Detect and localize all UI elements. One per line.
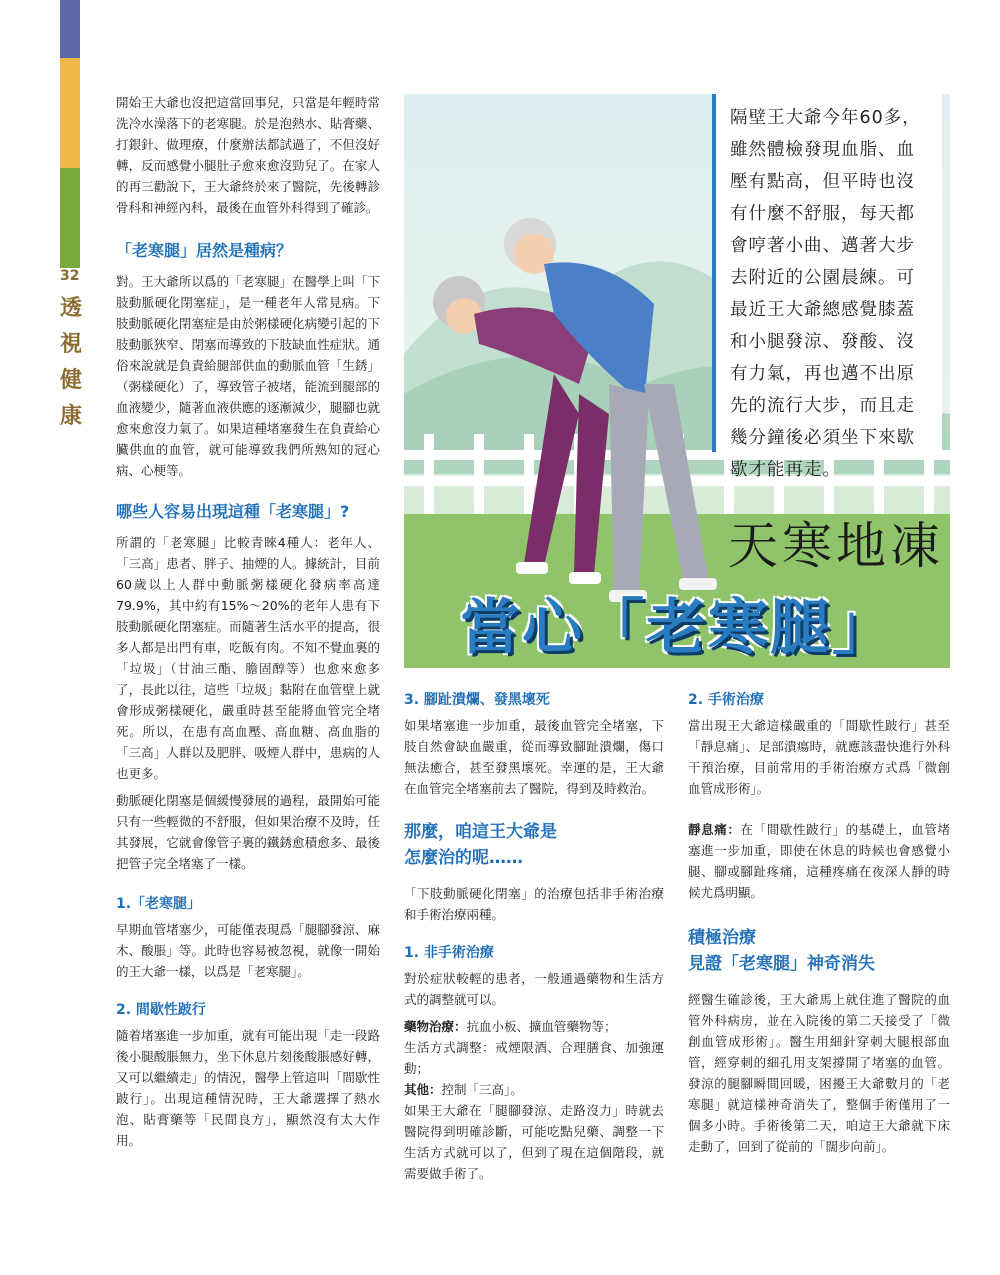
- subheading-1: 1.「老寒腿」: [116, 896, 202, 912]
- heading-active-treatment-line2: 見證「老寒腿」神奇消失: [688, 954, 875, 974]
- heading-active-treatment-line1: 積極治療: [688, 928, 756, 948]
- paragraph-3: 動脈硬化閉塞是個緩慢發展的過程，最開始可能只有一些輕微的不舒服，但如果治療不及時，任其發展，它就會像管子裏的鐵銹愈積愈多、最後把管子完全堵塞了一樣。: [116, 793, 380, 871]
- subheading-1-text: 早期血管堵塞少，可能僅表現爲「腿腳發涼、麻木、酸脹」等。此時也容易被忽視，就像一開始的王大爺一樣，以爲是「老寒腿」。: [116, 922, 380, 979]
- other-label: 其他：: [404, 1082, 442, 1097]
- intro-box: 隔壁王大爺今年60多，雖然體檢發現血脂、血壓有點高，但平時也沒有什麼不舒服，每天都會哼著小曲、邁著大步去附近的公園晨練。可最近王大爺總感覺膝蓋和小腿發涼、發酸、沒有力氣，再也邁不出原先的流行大步，而且走幾分鐘後必須坐下來歇歇才能再走。: [712, 94, 942, 452]
- paragraph-6: 經醫生確診後，王大爺馬上就住進了醫院的血管外科病房，並在入院後的第二天接受了「微創血管成形術」。醫生用細針穿刺大腿根部血管，經穿刺的細孔用支架撐開了堵塞的血管。發涼的腿腳瞬間回暖，困擾王大爺數月的「老寒腿」就這樣神奇消失了，整個手術僅用了一個多小時。手術後第二天，咱這王大爺就下床走動了，回到了從前的「闊步向前」。: [688, 992, 950, 1154]
- color-bar-blue: [60, 0, 80, 58]
- heading-how-treated: [404, 819, 664, 871]
- heading-who: 哪些人容易出現這種「老寒腿」?: [116, 502, 350, 521]
- subheading-3: 3. 腳趾潰爛、發黑壞死: [404, 692, 550, 708]
- page-number: 32: [60, 268, 80, 284]
- lifestyle-text: 戒煙限酒、合理膳食、加強運動；: [404, 1040, 664, 1076]
- heading-old-cold-leg: 「老寒腿」居然是種病？: [116, 241, 293, 260]
- paragraph-4: 「下肢動脈硬化閉塞」的治療包括非手術治療和手術治療兩種。: [404, 886, 664, 922]
- paragraph-2: 所謂的「老寒腿」比較青睞4種人：老年人、「三高」患者、胖子、抽煙的人。據統計，目前60歲以上人群中動脈粥樣硬化發病率高達79.9%，其中約有15%～20%的老年人患有下肢動脈硬化閉塞症。而隨著生活水平的提高，很多人都是出門有車，吃飯有肉。不知不覺血裏的「垃圾」（甘油三酯、膽固醇等）也愈來愈多了，長此以往，這些「垃圾」黏附在血管壁上就會形成粥樣硬化，嚴重時甚至能將血管完全堵死。所以，在患有高血壓、高血糖、高血脂的「三高」人群以及肥胖、吸煙人群中，患病的人也更多。: [116, 535, 380, 781]
- other-measure: [404, 1079, 664, 1100]
- heading-how-treated-line2: 怎麼治的呢……: [404, 848, 523, 868]
- lifestyle-label: 生活方式調整：: [404, 1040, 496, 1055]
- lifestyle-adjust: [404, 1037, 664, 1079]
- subheading-nonsurgical: 1. 非手術治療: [404, 945, 494, 961]
- drug-text: 抗血小板、擴血管藥物等；: [466, 1019, 617, 1034]
- rest-pain: [688, 819, 950, 903]
- color-bar-green: [60, 168, 80, 268]
- intro-paragraph: 開始王大爺也沒把這當回事兒，只當是年輕時常洗冷水澡落下的老寒腿。於是泡熱水、貼膏藥、打銀針、做理療，什麼辦法都試過了，不但沒好轉，反而感覺小腿肚子愈來愈沒勁兒了。在家人的再三勸說下，王大爺終於來了醫院，先後轉診骨科和神經內科，最後在血管外科得到了確診。: [116, 95, 380, 215]
- section-label: 透視健康: [59, 295, 82, 429]
- color-bar-orange: [60, 58, 80, 168]
- subheading-surgical: 2. 手術治療: [688, 692, 764, 708]
- subheading-2: 2. 間歇性跛行: [116, 1002, 206, 1018]
- left-column: [116, 92, 380, 1157]
- hero-illustration: [404, 94, 950, 668]
- other-text: 控制「三高」。: [441, 1082, 523, 1097]
- subheading-3-text: 如果堵塞進一步加重，最後血管完全堵塞，下肢自然會缺血嚴重，從而導致腳趾潰爛，傷口無法癒合，甚至發黑壞死。幸運的是，王大爺在血管完全堵塞前去了醫院，得到及時救治。: [404, 718, 664, 796]
- middle-column: [404, 690, 664, 1190]
- drug-therapy: [404, 1016, 664, 1037]
- right-column: [688, 690, 950, 1163]
- headline-main: 當心「老寒腿」: [460, 593, 894, 663]
- paragraph-1: 對。王大爺所以爲的「老寒腿」在醫學上叫「下肢動脈硬化閉塞症」，是一種老年人常見病。下肢動脈硬化閉塞症是由於粥樣硬化病變引起的下肢動脈狹窄、閉塞而導致的下肢缺血性症狀。通俗來說就是負責給腿部供血的動脈血管「生銹」（粥樣硬化）了，導致管子被堵，能流到腿部的血液變少，隨著血液供應的逐漸減少，腿腳也就愈來愈沒力氣了。如果這種堵塞發生在負責給心臟供血的血管，就可能導致我們所熟知的冠心病、心梗等。: [116, 274, 380, 478]
- drug-label: 藥物治療：: [404, 1019, 467, 1034]
- headline-top: 天寒地凍: [728, 517, 944, 575]
- paragraph-5: 如果王大爺在「腿腳發涼、走路沒力」時就去醫院得到明確診斷，可能吃點兒藥、調整一下生活方式就可以了，但到了現在這個階段，就需要做手術了。: [404, 1103, 664, 1181]
- heading-active-treatment: [688, 925, 950, 977]
- rest-pain-label: 靜息痛：: [688, 822, 741, 837]
- subheading-2-text: 隨着堵塞進一步加重，就有可能出現「走一段路後小腿酸脹無力，坐下休息片刻後酸脹感好轉，又可以繼續走」的情況，醫學上管這叫「間歇性跛行」。出現這種情況時，王大爺選擇了熱水泡、貼膏藥等「民間良方」，顯然沒有太大作用。: [116, 1028, 380, 1148]
- heading-how-treated-line1: 那麼，咱這王大爺是: [404, 822, 557, 842]
- rest-pain-text: 在「間歇性跛行」的基礎上，血管堵塞進一步加重，即使在休息的時候也會感覺小腿、腳或腳趾疼痛，這種疼痛在夜深人靜的時候尤爲明顯。: [688, 822, 950, 900]
- nonsurgical-text: 對於症狀較輕的患者，一般通過藥物和生活方式的調整就可以。: [404, 971, 664, 1007]
- surgical-text: 當出現王大爺這樣嚴重的「間歇性跛行」甚至「靜息痛」、足部潰瘍時，就應該盡快進行外科干預治療，目前常用的手術治療方式爲「微創血管成形術」。: [688, 718, 950, 796]
